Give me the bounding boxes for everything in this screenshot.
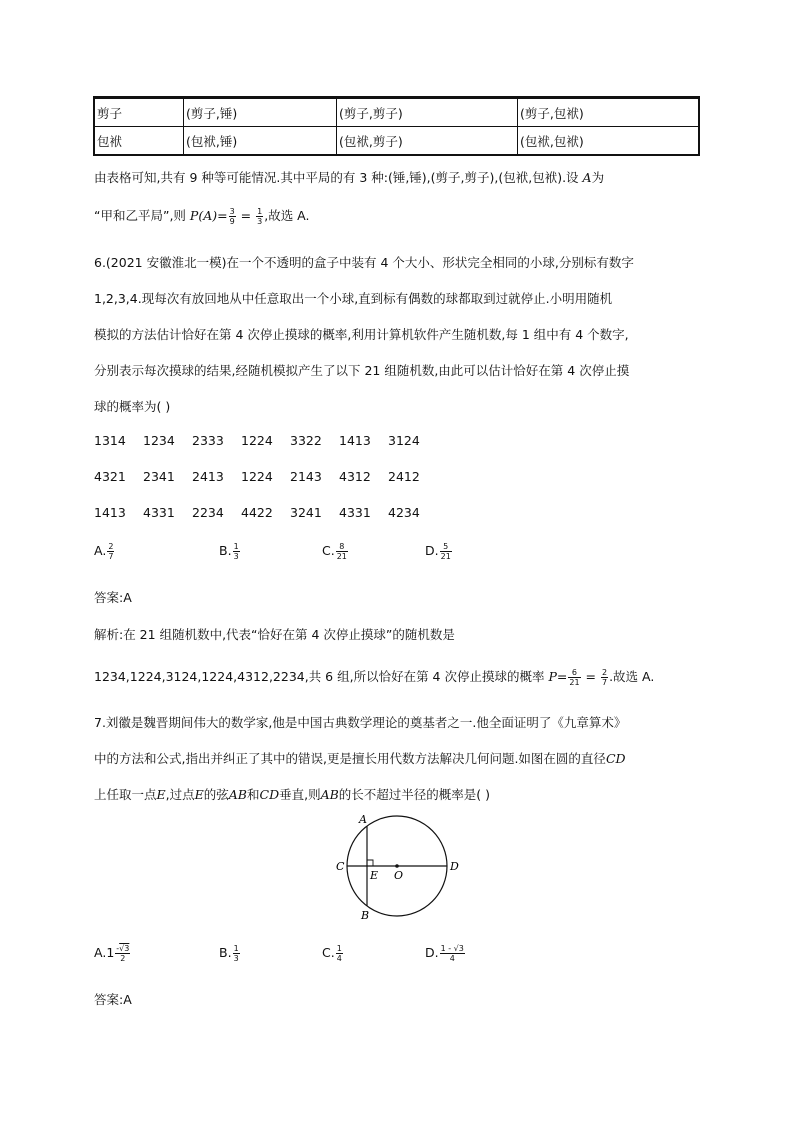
table-cell: (剪子,剪子) — [337, 98, 518, 127]
denominator: 21 — [440, 552, 451, 561]
label-d: D — [450, 860, 459, 873]
math-var: CD — [259, 787, 280, 802]
label-c: C — [336, 860, 345, 873]
numerator: 1 — [257, 207, 263, 216]
table-cell: (剪子,锤) — [184, 98, 337, 127]
denominator: 21 — [336, 552, 347, 561]
fraction — [107, 542, 114, 561]
text: 的弦 — [203, 787, 229, 802]
random-number: 4422 — [241, 505, 273, 520]
denominator: 21 — [569, 678, 580, 687]
random-number: 4234 — [388, 505, 420, 520]
math-var: A — [582, 170, 592, 185]
option-label: A. — [94, 543, 107, 558]
table-cell: (包袱,锤) — [184, 127, 337, 156]
center-point — [395, 864, 399, 868]
integer: 1 — [106, 945, 115, 960]
fraction — [601, 668, 608, 687]
numerator — [115, 944, 130, 954]
random-number: 1224 — [241, 469, 273, 484]
sqrt: √3 — [119, 944, 130, 953]
q7-option-b — [219, 944, 241, 963]
denominator: 9 — [229, 217, 235, 226]
math-var: P(A) — [189, 208, 218, 223]
fraction — [115, 944, 130, 963]
table-cell: (包袱,包袱) — [518, 127, 700, 156]
random-number: 1314 — [94, 433, 126, 448]
table-cell: 包袱 — [94, 127, 184, 156]
q7-line1: 7.刘徽是魏晋期间伟大的数学家,他是中国古典数学理论的奠基者之一.他全面证明了《九章算术》 — [94, 715, 627, 730]
denominator: 4 — [336, 954, 342, 963]
q7-answer: 答案:A — [94, 992, 132, 1007]
q6-line: 模拟的方法估计恰好在第 4 次停止摸球的概率,利用计算机软件产生随机数,每 1 组中有 4 个数字, — [94, 327, 629, 342]
text: 垂直,则 — [279, 787, 321, 802]
text: ,过点 — [165, 787, 195, 802]
random-number: 1413 — [339, 433, 371, 448]
math-var: AB — [228, 787, 247, 802]
denominator: 2 — [120, 954, 126, 963]
fraction — [440, 542, 452, 561]
random-number-row — [94, 505, 437, 520]
text: .故选 A. — [609, 669, 655, 684]
text: ,故选 A. — [264, 208, 310, 223]
numerator: 6 — [568, 668, 580, 678]
numerator: 3 — [229, 207, 235, 216]
numerator: 2 — [108, 542, 114, 551]
fraction — [336, 542, 348, 561]
text: 1234,1224,3124,1224,4312,2234,共 6 组,所以恰好在第 4 次停止摸球的概率 — [94, 669, 545, 684]
random-number-row — [94, 469, 437, 484]
random-number: 2413 — [192, 469, 224, 484]
option-label: D. — [425, 543, 439, 558]
outcome-table — [93, 96, 700, 156]
random-number: 2143 — [290, 469, 322, 484]
option-label: A. — [94, 945, 107, 960]
q7-option-a — [94, 944, 131, 963]
option-label: B. — [219, 543, 232, 558]
fraction — [233, 944, 240, 963]
random-number: 2412 — [388, 469, 420, 484]
random-number-row — [94, 433, 437, 448]
label-a: A — [359, 813, 367, 826]
random-number: 2234 — [192, 505, 224, 520]
denominator: 3 — [233, 954, 239, 963]
table-cell: (包袱,剪子) — [337, 127, 518, 156]
text: 中的方法和公式,指出并纠正了其中的错误,更是擅长用代数方法解决几何问题.如图在圆的直径 — [94, 751, 606, 766]
denominator: 4 — [449, 954, 455, 963]
q6-line: 球的概率为( ) — [94, 399, 171, 414]
equals: = — [217, 208, 228, 223]
option-label: C. — [322, 945, 335, 960]
option-label: D. — [425, 945, 439, 960]
q6-answer: 答案:A — [94, 590, 132, 605]
right-angle-mark — [367, 860, 373, 866]
random-number: 4331 — [339, 505, 371, 520]
random-number: 2341 — [143, 469, 175, 484]
label-b: B — [361, 909, 370, 922]
q6-line: 分别表示每次摸球的结果,经随机模拟产生了以下 21 组随机数,由此可以估计恰好在第 4 次停止摸 — [94, 363, 630, 378]
circle-diagram — [330, 808, 470, 926]
random-number: 4321 — [94, 469, 126, 484]
random-number: 1234 — [143, 433, 175, 448]
table-cell: 剪子 — [94, 98, 184, 127]
option-c — [322, 542, 349, 561]
random-number: 2333 — [192, 433, 224, 448]
math-var: AB — [320, 787, 339, 802]
numerator: 1 — [233, 944, 239, 953]
fraction — [229, 207, 236, 226]
math-var: CD — [605, 751, 626, 766]
numerator: 1 — [233, 542, 239, 551]
q6-analysis-line2: 1234,1224,3124,1224,4312,2234,共 6 组,所以恰好在第 4 次停止摸球的概率 P= $\frac{6}{21}$ = $\frac{2}{7}$ .故选 A. — [94, 668, 655, 687]
random-number: 3241 — [290, 505, 322, 520]
q5-text-line2: “甲和乙平局”,则 P(A)= $\frac{3}{9}$ = $\frac{1}{3}$ ,故选 A. — [94, 207, 310, 226]
minus: - — [116, 944, 120, 953]
text: 由表格可知,共有 9 种等可能情况.其中平局的有 3 种:(锤,锤),(剪子,剪子),(包袱,包袱).设 — [94, 170, 579, 185]
denominator: 3 — [257, 217, 263, 226]
fraction — [233, 542, 240, 561]
numerator: 1 - √3 — [440, 944, 464, 953]
random-number: 4312 — [339, 469, 371, 484]
random-number: 4331 — [143, 505, 175, 520]
q7-line3 — [94, 785, 490, 803]
option-b — [219, 542, 241, 561]
text: 上任取一点 — [94, 787, 157, 802]
math-var: E — [156, 787, 166, 802]
numerator: 1 — [336, 944, 342, 953]
q6-analysis-line1: 解析:在 21 组随机数中,代表“恰好在第 4 次停止摸球”的随机数是 — [94, 627, 455, 642]
q6-line: 6.(2021 安徽淮北一模)在一个不透明的盒子中装有 4 个大小、形状完全相同的小球,分别标有数字 — [94, 255, 634, 270]
random-number: 3322 — [290, 433, 322, 448]
table-row — [94, 127, 699, 156]
text: 的长不超过半径的概率是( ) — [338, 787, 491, 802]
table-cell: (剪子,包袱) — [518, 98, 700, 127]
fraction — [440, 944, 465, 963]
text: 为 — [591, 170, 605, 185]
option-label: B. — [219, 945, 232, 960]
math-var: P — [548, 669, 557, 684]
denominator: 7 — [601, 678, 608, 687]
q7-option-d — [425, 944, 466, 963]
random-number: 1224 — [241, 433, 273, 448]
numerator: 8 — [336, 542, 348, 552]
option-label: C. — [322, 543, 335, 558]
q7-option-c — [322, 944, 344, 963]
fraction — [568, 668, 580, 687]
math-var: E — [194, 787, 204, 802]
label-e: E — [370, 869, 379, 882]
random-number: 3124 — [388, 433, 420, 448]
random-number: 1413 — [94, 505, 126, 520]
denominator: 3 — [233, 552, 239, 561]
table-row — [94, 98, 699, 127]
q5-text-line1 — [94, 168, 604, 186]
option-a — [94, 542, 115, 561]
denominator: 7 — [108, 552, 114, 561]
q6-line: 1,2,3,4.现每次有放回地从中任意取出一个小球,直到标有偶数的球都取到过就停止.小明用随机 — [94, 291, 613, 306]
label-o: O — [394, 869, 404, 882]
q7-line2 — [94, 749, 626, 767]
fraction — [256, 207, 263, 226]
text: 和 — [246, 787, 260, 802]
option-d — [425, 542, 453, 561]
numerator: 2 — [601, 668, 608, 677]
numerator: 5 — [440, 542, 452, 552]
text: “甲和乙平局”,则 — [94, 208, 186, 223]
fraction — [336, 944, 343, 963]
